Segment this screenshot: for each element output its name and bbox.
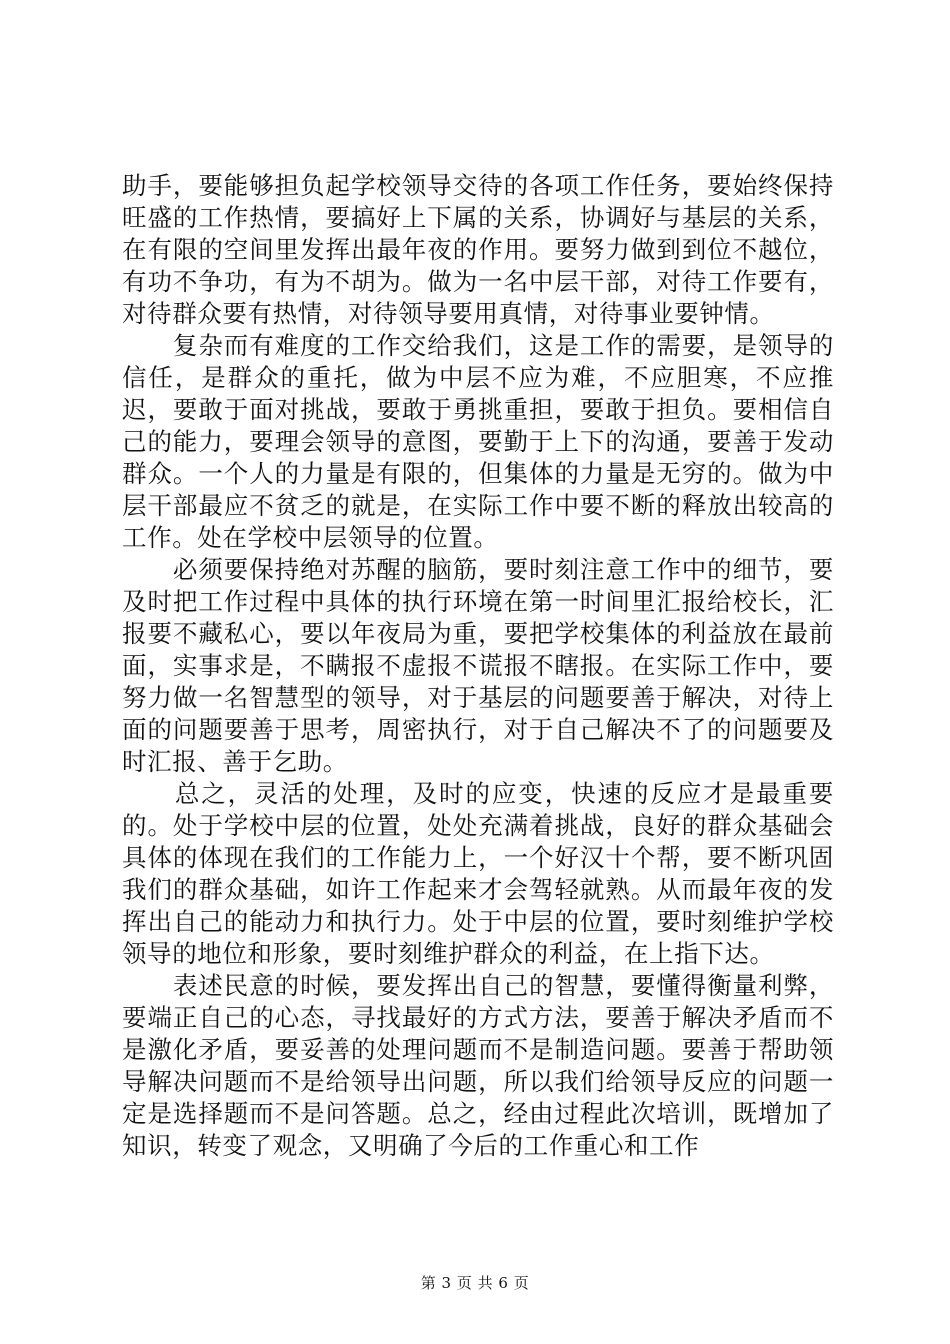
paragraph-5: 表述民意的时候，要发挥出自己的智慧，要懂得衡量利弊，要端正自己的心态，寻找最好的方式方法，要善于解决矛盾而不是激化矛盾，要妥善的处理问题而不是制造问题。要善于帮助领导解决问题而不是给领导出问题，所以我们给领导反应的问题一定是选择题而不是问答题。总之，经由过程此次培训，既增加了知识，转变了观念，又明确了今后的工作重心和工作: [122, 971, 834, 1160]
page-number-label: 第 3 页 共 6 页: [420, 1274, 530, 1292]
paragraph-2: 复杂而有难度的工作交给我们，这是工作的需要，是领导的信任，是群众的重托，做为中层不应为难，不应胆寒，不应推迟，要敢于面对挑战，要敢于勇挑重担，要敢于担负。要相信自己的能力，要理会领导的意图，要勤于上下的沟通，要善于发动群众。一个人的力量是有限的，但集体的力量是无穷的。做为中层干部最应不贫乏的就是，在实际工作中要不断的释放出较高的工作。处在学校中层领导的位置。: [122, 331, 834, 552]
paragraph-4: 总之，灵活的处理，及时的应变，快速的反应才是最重要的。处于学校中层的位置，处处充满着挑战，良好的群众基础会具体的体现在我们的工作能力上，一个好汉十个帮，要不断巩固我们的群众基础，如许工作起来才会驾轻就熟。从而最年夜的发挥出自己的能动力和执行力。处于中层的位置，要时刻维护学校领导的地位和形象，要时刻维护群众的利益，在上指下达。: [122, 779, 834, 968]
paragraph-1: 助手，要能够担负起学校领导交待的各项工作任务，要始终保持旺盛的工作热情，要搞好上下属的关系，协调好与基层的关系，在有限的空间里发挥出最年夜的作用。要努力做到到位不越位，有功不争功，有为不胡为。做为一名中层干部，对待工作要有，对待群众要有热情，对待领导要用真情，对待事业要钟情。: [122, 171, 834, 328]
page-footer: [0, 1272, 950, 1293]
paragraph-3: 必须要保持绝对苏醒的脑筋，要时刻注意工作中的细节，要及时把工作过程中具体的执行环境在第一时间里汇报给校长，汇报要不藏私心，要以年夜局为重，要把学校集体的利益放在最前面，实事求是，不瞒报不虚报不谎报不瞎报。在实际工作中，要努力做一名智慧型的领导，对于基层的问题要善于解决，对待上面的问题要善于思考，周密执行，对于自己解决不了的问题要及时汇报、善于乞助。: [122, 555, 834, 776]
document-body: [122, 170, 834, 1162]
